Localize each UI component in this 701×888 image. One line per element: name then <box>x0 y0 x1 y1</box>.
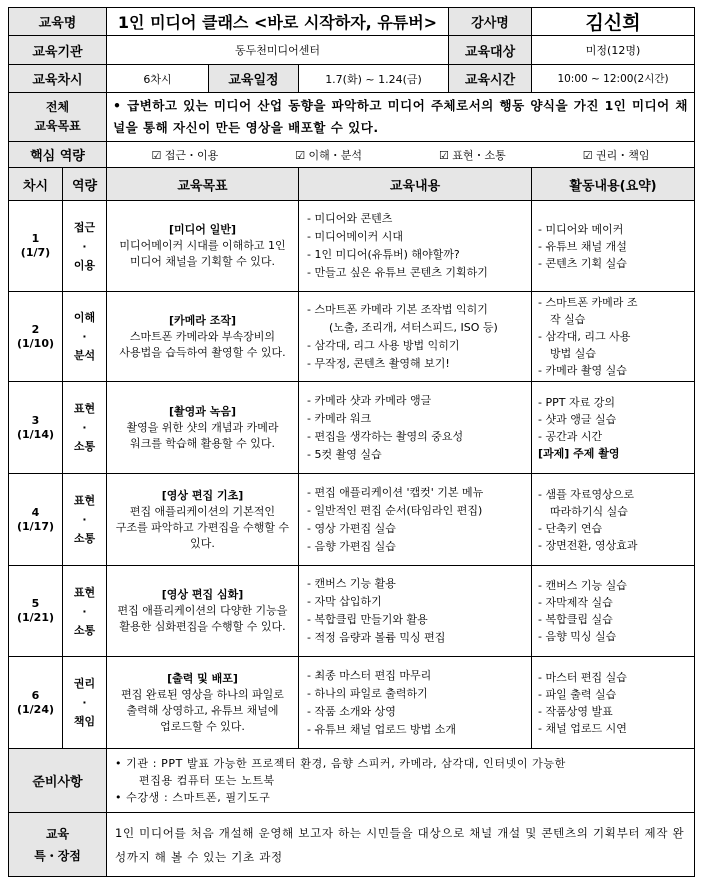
col-header-activity: 활동내용(요약) <box>532 168 695 201</box>
session-cell: 1 (1/7) <box>9 201 63 292</box>
schedule-value: 1.7(화) ~ 1.24(금) <box>299 65 449 93</box>
activity-cell: - 캔버스 기능 실습 - 자막제작 실습 - 복합클립 실습 - 음향 믹싱 실습 <box>532 566 695 657</box>
time-label: 교육시간 <box>449 65 532 93</box>
table-row <box>9 566 695 657</box>
core-item-analysis: ☑ 이해・분석 <box>295 148 363 162</box>
instructor-label: 강사명 <box>449 8 532 36</box>
instructor-name: 김신희 <box>532 8 695 36</box>
activity-cell: - 스마트폰 카메라 조 작 실습 - 삼각대, 리그 사용 방법 실습 - 카메라 촬영 실습 <box>532 292 695 382</box>
content-cell: - 편집 애플리케이션 '캡컷' 기본 메뉴 - 일반적인 편집 순서(타임라인 편집) - 영상 가편집 실습 - 음향 가편집 실습 <box>299 474 532 566</box>
table-row <box>9 382 695 474</box>
session-cell: 2 (1/10) <box>9 292 63 382</box>
content-cell: - 미디어와 콘텐츠 - 미디어메이커 시대 - 1인 미디어(유튜버) 해야할까? - 만들고 싶은 유튜브 콘텐츠 기획하기 <box>299 201 532 292</box>
objective-cell: [촬영과 녹음] 촬영을 위한 샷의 개념과 카메라 워크를 학습해 활용할 수 있다. <box>107 382 299 474</box>
core-item-rights: ☑ 권리・책임 <box>582 148 650 162</box>
objective-cell: [출력 및 배포] 편집 완료된 영상을 하나의 파일로 출력해 상영하고, 유튜브 채널에 업로드할 수 있다. <box>107 657 299 749</box>
content-cell: - 카메라 샷과 카메라 앵글 - 카메라 워크 - 편집을 생각하는 촬영의 중요성 - 5컷 촬영 실습 <box>299 382 532 474</box>
col-header-objective: 교육목표 <box>107 168 299 201</box>
core-item-access: ☑ 접근・이용 <box>151 148 219 162</box>
course-name: 1인 미디어 클래스 <바로 시작하자, 유튜버> <box>107 8 449 36</box>
overall-goal-text: • 급변하고 있는 미디어 산업 동향을 파악하고 미디어 주체로서의 행동 양식을 가진 1인 미디어 채널을 통해 자신이 만든 영상을 배포할 수 있다. <box>107 93 695 142</box>
competency-cell: 이해 · 분석 <box>63 292 107 382</box>
time-value: 10:00 ~ 12:00(2시간) <box>532 65 695 93</box>
col-header-competency: 역량 <box>63 168 107 201</box>
core-item-expression: ☑ 표현・소통 <box>438 148 506 162</box>
activity-cell: - 미디어와 메이커 - 유튜브 채널 개설 - 콘텐츠 기획 실습 <box>532 201 695 292</box>
target-label: 교육대상 <box>449 36 532 65</box>
prep-text: • 기관 : PPT 발표 가능한 프로젝터 환경, 음향 스피커, 카메라, 삼각대, 인터넷이 가능한 편집용 컴퓨터 또는 노트북 • 수강생 : 스마트폰, 필기도구 <box>107 749 695 813</box>
col-header-content: 교육내용 <box>299 168 532 201</box>
session-cell: 5 (1/21) <box>9 566 63 657</box>
competency-cell: 접근 · 이용 <box>63 201 107 292</box>
objective-cell: [카메라 조작] 스마트폰 카메라와 부속장비의 사용법을 습득하여 촬영할 수 있다. <box>107 292 299 382</box>
content-cell: - 최종 마스터 편집 마무리 - 하나의 파일로 출력하기 - 작품 소개와 상영 - 유튜브 채널 업로드 방법 소개 <box>299 657 532 749</box>
sessions-value: 6차시 <box>107 65 209 93</box>
overall-goal-label: 전체 교육목표 <box>9 93 107 142</box>
core-competency-label: 핵심 역량 <box>9 142 107 168</box>
features-label: 교육 특・장점 <box>9 813 107 877</box>
table-row <box>9 201 695 292</box>
activity-cell: - PPT 자료 강의 - 샷과 앵글 실습 - 공간과 시간 [과제] 주제 촬영 <box>532 382 695 474</box>
competency-cell: 권리 · 책임 <box>63 657 107 749</box>
schedule-label: 교육일정 <box>209 65 299 93</box>
course-plan-table <box>8 7 695 877</box>
competency-cell: 표현 · 소통 <box>63 566 107 657</box>
session-cell: 3 (1/14) <box>9 382 63 474</box>
objective-cell: [미디어 일반] 미디어메이커 시대를 이해하고 1인 미디어 채널을 기획할 수 있다. <box>107 201 299 292</box>
prep-label: 준비사항 <box>9 749 107 813</box>
objective-cell: [영상 편집 기초] 편집 애플리케이션의 기본적인 구조를 파악하고 가편집을 수행할 수 있다. <box>107 474 299 566</box>
content-cell: - 캔버스 기능 활용 - 자막 삽입하기 - 복합클립 만들기와 활용 - 적정 음량과 볼륨 믹싱 편집 <box>299 566 532 657</box>
competency-cell: 표현 · 소통 <box>63 382 107 474</box>
features-text: 1인 미디어를 처음 개설해 운영해 보고자 하는 시민들을 대상으로 채널 개설 및 콘텐츠의 기획부터 제작 완성까지 해 볼 수 있는 기초 과정 <box>107 813 695 877</box>
session-cell: 6 (1/24) <box>9 657 63 749</box>
course-name-label: 교육명 <box>9 8 107 36</box>
org-value: 동두천미디어센터 <box>107 36 449 65</box>
content-cell: - 스마트폰 카메라 기본 조작법 익히기 (노출, 조리개, 셔터스피드, ISO 등) - 삼각대, 리그 사용 방법 익히기 - 무작정, 콘텐츠 촬영해 보기! <box>299 292 532 382</box>
activity-cell: - 샘플 자료영상으로 따라하기식 실습 - 단축키 연습 - 장면전환, 영상효과 <box>532 474 695 566</box>
table-row <box>9 657 695 749</box>
col-header-session: 차시 <box>9 168 63 201</box>
org-label: 교육기관 <box>9 36 107 65</box>
objective-cell: [영상 편집 심화] 편집 애플리케이션의 다양한 기능을 활용한 심화편집을 수행할 수 있다. <box>107 566 299 657</box>
table-row <box>9 292 695 382</box>
sessions-label: 교육차시 <box>9 65 107 93</box>
core-competency-list <box>107 142 695 168</box>
session-cell: 4 (1/17) <box>9 474 63 566</box>
competency-cell: 표현 · 소통 <box>63 474 107 566</box>
target-value: 미정(12명) <box>532 36 695 65</box>
activity-cell: - 마스터 편집 실습 - 파일 출력 실습 - 작품상영 발표 - 채널 업로드 시연 <box>532 657 695 749</box>
table-row <box>9 474 695 566</box>
